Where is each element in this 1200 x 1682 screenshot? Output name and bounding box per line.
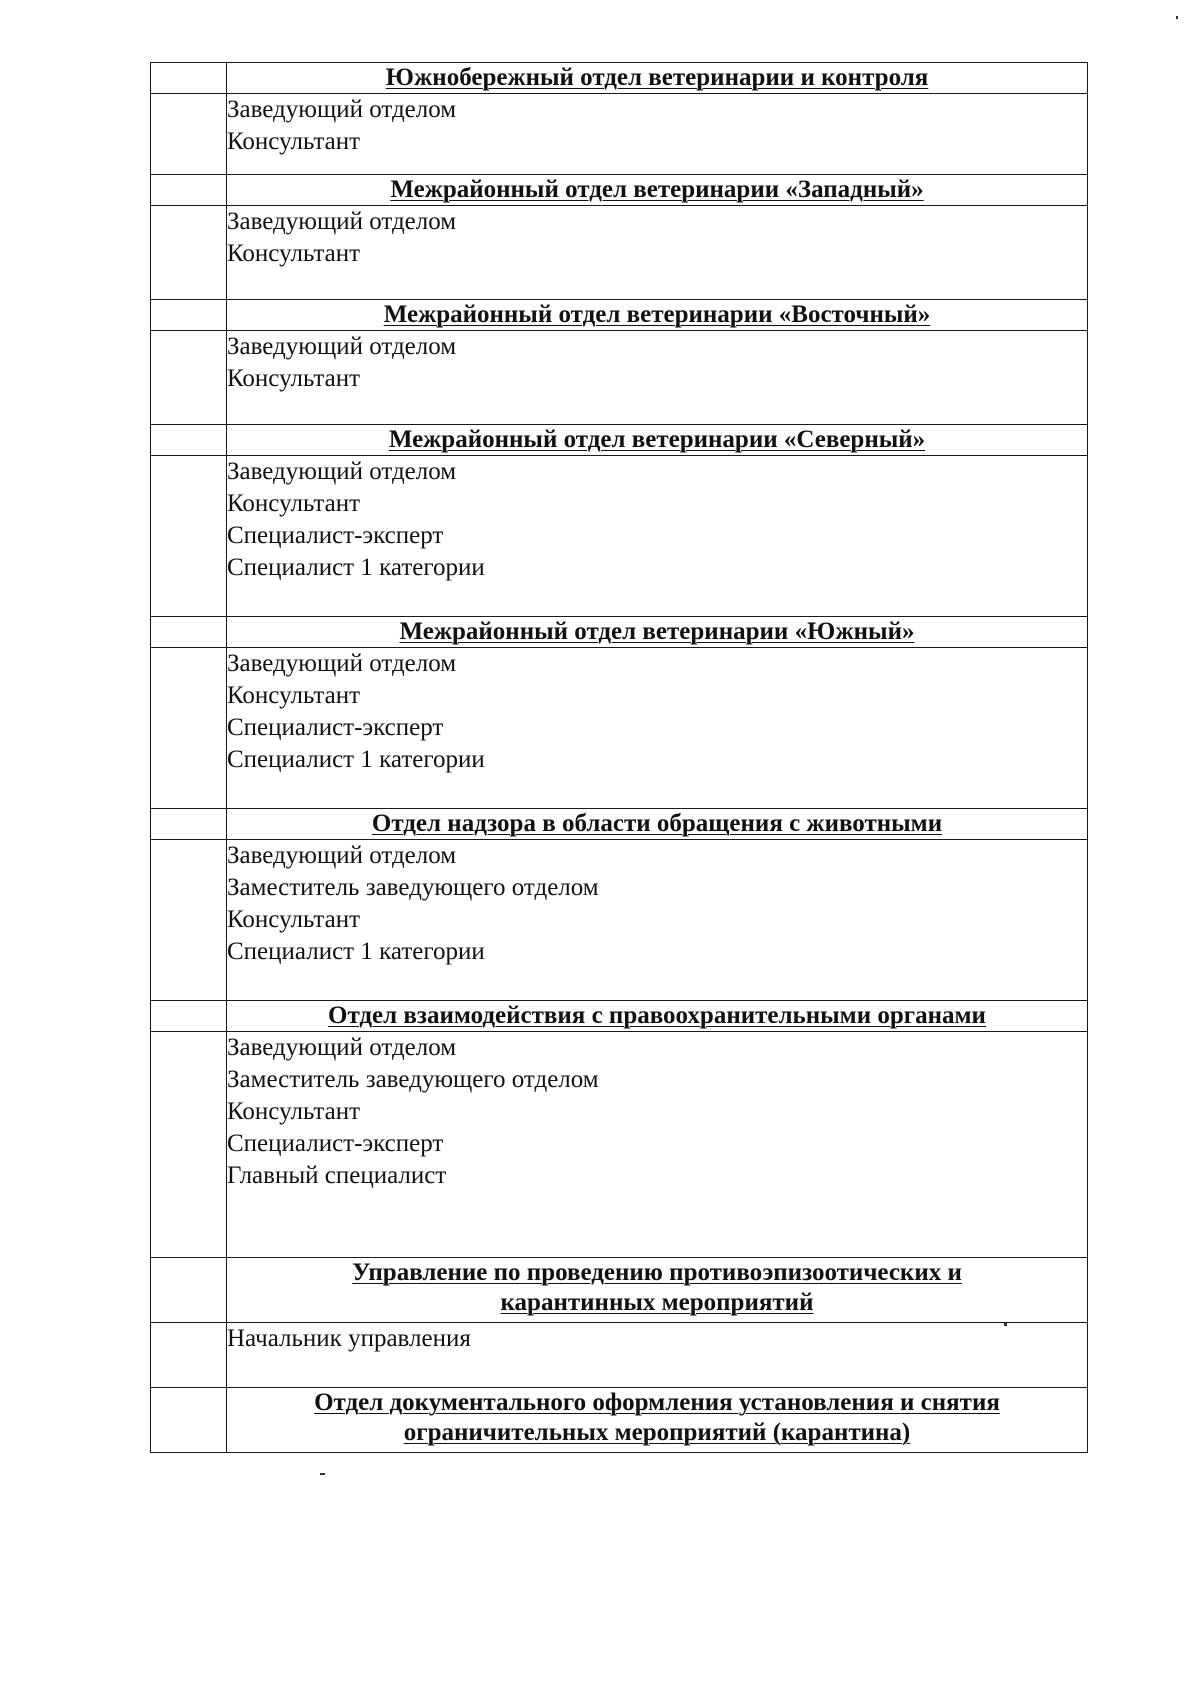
- positions-cell: [227, 1032, 1088, 1258]
- number-cell: [151, 1388, 227, 1453]
- positions-cell: [227, 456, 1088, 617]
- position-item: Заведующий отделом: [227, 96, 457, 123]
- section-title: [227, 809, 1088, 840]
- section-header-row: [151, 175, 1088, 206]
- position-item: Консультант: [227, 365, 361, 392]
- section-header-row: [151, 300, 1088, 331]
- number-cell: [151, 840, 227, 1001]
- position-item: Консультант: [227, 128, 361, 155]
- position-item: Специалист 1 категории: [227, 554, 485, 581]
- number-cell: [151, 809, 227, 840]
- section-title: [227, 63, 1088, 94]
- positions-cell: [227, 331, 1088, 425]
- position-item: Консультант: [227, 682, 361, 709]
- number-cell: [151, 94, 227, 175]
- scan-speck: [320, 1473, 325, 1475]
- positions-cell: [227, 840, 1088, 1001]
- number-cell: [151, 617, 227, 648]
- scan-speck: [1176, 16, 1178, 19]
- section-header-row: [151, 809, 1088, 840]
- section-positions-row: [151, 1032, 1088, 1258]
- positions-cell: [227, 206, 1088, 300]
- number-cell: [151, 1001, 227, 1032]
- number-cell: [151, 1032, 227, 1258]
- staff-positions-table: [150, 62, 1088, 1453]
- section-title: [227, 425, 1088, 456]
- section-title-line: Отдел надзора в области обращения с животными: [371, 810, 943, 837]
- position-item: Специалист-эксперт: [227, 714, 444, 741]
- number-cell: [151, 175, 227, 206]
- position-item: Заведующий отделом: [227, 842, 457, 869]
- section-title: [227, 1258, 1088, 1323]
- position-item: Специалист 1 категории: [227, 938, 485, 965]
- section-positions-row: [151, 331, 1088, 425]
- position-item: Начальник управления: [227, 1325, 471, 1352]
- section-title-line: Отдел документального оформления установления и снятия: [314, 1389, 1000, 1416]
- section-title-line: Межрайонный отдел ветеринарии «Южный»: [399, 618, 915, 645]
- position-item: Специалист-эксперт: [227, 1130, 444, 1157]
- position-item: Главный специалист: [227, 1162, 447, 1189]
- position-item: Заведующий отделом: [227, 458, 457, 485]
- section-header-row: [151, 63, 1088, 94]
- number-cell: [151, 1323, 227, 1388]
- position-item: Заведующий отделом: [227, 333, 457, 360]
- number-cell: [151, 206, 227, 300]
- position-item: Заведующий отделом: [227, 650, 457, 677]
- position-item: Специалист-эксперт: [227, 522, 444, 549]
- position-item: Заместитель заведующего отделом: [227, 874, 599, 901]
- position-item: Заведующий отделом: [227, 208, 457, 235]
- position-item: Консультант: [227, 1098, 361, 1125]
- section-title-line: Межрайонный отдел ветеринарии «Западный»: [390, 176, 924, 203]
- section-title: [227, 175, 1088, 206]
- number-cell: [151, 63, 227, 94]
- section-header-row: [151, 617, 1088, 648]
- number-cell: [151, 1258, 227, 1323]
- section-header-row: [151, 1258, 1088, 1323]
- positions-cell: [227, 648, 1088, 809]
- section-title: [227, 1001, 1088, 1032]
- position-item: Консультант: [227, 240, 361, 267]
- number-cell: [151, 331, 227, 425]
- position-item: Специалист 1 категории: [227, 746, 485, 773]
- section-title-line: Управление по проведению противоэпизоотических и: [352, 1259, 962, 1286]
- section-title-line: ограничительных мероприятий (карантина): [403, 1419, 911, 1446]
- position-item: Заместитель заведующего отделом: [227, 1066, 599, 1093]
- positions-cell: [227, 94, 1088, 175]
- section-title-line: Межрайонный отдел ветеринарии «Северный»: [388, 426, 926, 453]
- section-header-row: [151, 425, 1088, 456]
- number-cell: [151, 648, 227, 809]
- section-positions-row: [151, 206, 1088, 300]
- number-cell: [151, 456, 227, 617]
- section-title: [227, 617, 1088, 648]
- section-title-line: Отдел взаимодействия с правоохранительными органами: [328, 1002, 986, 1029]
- section-positions-row: [151, 456, 1088, 617]
- section-title: [227, 1388, 1088, 1453]
- position-item: Заведующий отделом: [227, 1034, 457, 1061]
- section-header-row: [151, 1001, 1088, 1032]
- section-title: [227, 300, 1088, 331]
- number-cell: [151, 300, 227, 331]
- positions-cell: [227, 1323, 1088, 1388]
- position-item: Консультант: [227, 490, 361, 517]
- section-header-row: [151, 1388, 1088, 1453]
- section-positions-row: [151, 94, 1088, 175]
- section-title-line: Южнобережный отдел ветеринарии и контроля: [385, 64, 929, 91]
- section-positions-row: [151, 648, 1088, 809]
- scan-speck: [1004, 1323, 1007, 1326]
- number-cell: [151, 425, 227, 456]
- position-item: Консультант: [227, 906, 361, 933]
- section-title-line: карантинных мероприятий: [500, 1289, 814, 1316]
- section-positions-row: [151, 840, 1088, 1001]
- section-positions-row: [151, 1323, 1088, 1388]
- section-title-line: Межрайонный отдел ветеринарии «Восточный»: [383, 301, 931, 328]
